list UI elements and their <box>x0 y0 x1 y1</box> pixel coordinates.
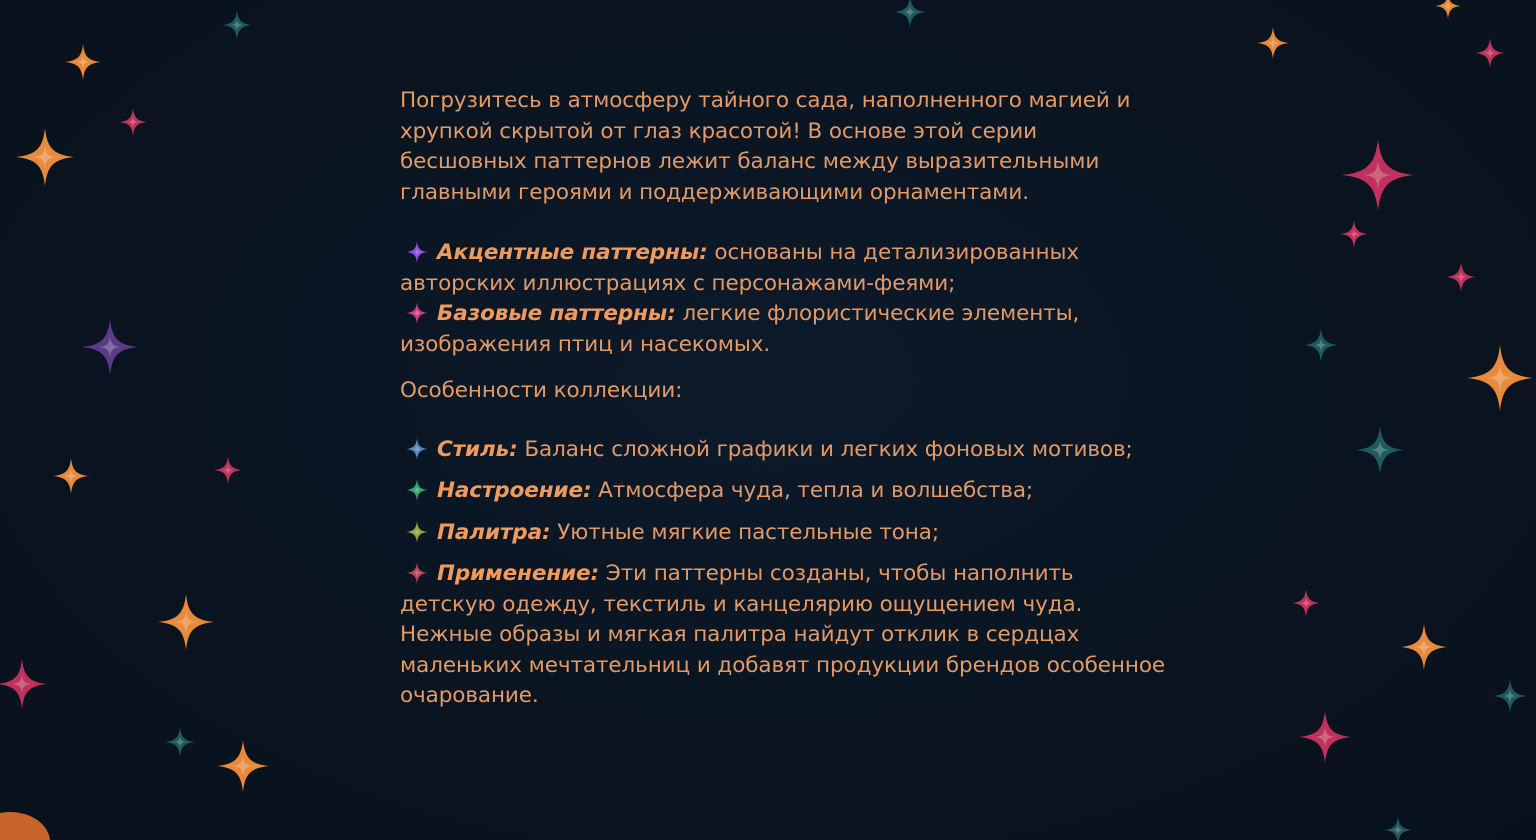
star-icon <box>1340 220 1368 248</box>
star-icon <box>1356 426 1404 474</box>
star-icon <box>217 740 269 792</box>
collection-description <box>400 86 1170 723</box>
star-icon <box>65 44 101 80</box>
feature-item <box>400 435 1170 466</box>
star-icon <box>16 128 74 186</box>
pink-sparkle-icon <box>404 302 430 324</box>
star-icon <box>1257 27 1289 59</box>
pattern-type-item <box>400 299 1170 360</box>
star-icon <box>1446 262 1476 292</box>
star-icon <box>53 458 89 494</box>
star-icon <box>1475 38 1505 68</box>
star-icon <box>1304 328 1338 362</box>
feature-item <box>400 518 1170 549</box>
pattern-type-text: легкие флористические элементы, изображения птиц и насекомых. <box>400 301 1080 357</box>
star-icon <box>165 727 195 757</box>
olive-sparkle-icon <box>404 521 430 543</box>
feature-title: Палитра: <box>437 519 551 545</box>
star-icon <box>1435 0 1461 19</box>
star-icon <box>1384 816 1412 840</box>
star-icon <box>214 456 242 484</box>
feature-item <box>400 476 1170 507</box>
feature-title: Настроение: <box>437 478 592 503</box>
pattern-type-title: Акцентные паттерны: <box>437 240 708 265</box>
feature-title: Стиль: <box>437 436 518 462</box>
green-sparkle-icon <box>404 479 430 501</box>
feature-text: Эти паттерны созданы, чтобы наполнить детскую одежду, текстиль и канцелярию ощущением чуда. Нежные образы и мягкая палитра найдут отклик в сердцах маленьких мечтательниц и добавят продукции брендов особенное очарование. <box>400 561 1166 708</box>
intro-paragraph: Погрузитесь в атмосферу тайного сада, наполненного магией и хрупкой скрытой от глаз красотой! В основе этой серии бесшовных паттернов лежит баланс между выразительными главными героями и поддерживающими орнаментами. <box>400 88 1131 205</box>
star-icon <box>1299 711 1351 763</box>
feature-title: Применение: <box>437 561 600 586</box>
star-icon <box>1467 345 1533 411</box>
pattern-types-list <box>400 238 1170 360</box>
star-icon <box>1401 624 1447 670</box>
blue-sparkle-icon <box>404 438 430 460</box>
star-icon <box>1342 139 1414 211</box>
star-icon <box>158 594 214 650</box>
star-icon <box>1493 679 1527 713</box>
feature-text: Уютные мягкие пастельные тона; <box>550 519 939 545</box>
star-icon <box>82 319 138 375</box>
feature-item <box>400 559 1170 712</box>
pattern-type-item <box>400 238 1170 299</box>
features-heading: Особенности коллекции: <box>400 378 683 403</box>
red-sparkle-icon <box>404 562 430 584</box>
pattern-type-text: основаны на детализированных авторских иллюстрациях с персонажами-феями; <box>400 240 1079 296</box>
star-icon <box>119 108 147 136</box>
star-icon <box>894 0 926 28</box>
feature-text: Атмосфера чуда, тепла и волшебства; <box>591 478 1034 503</box>
purple-sparkle-icon <box>404 241 430 263</box>
feature-text: Баланс сложной графики и легких фоновых мотивов; <box>517 436 1133 462</box>
pattern-type-title: Базовые паттерны: <box>437 301 676 326</box>
star-icon <box>1292 589 1320 617</box>
features-list <box>400 435 1170 712</box>
star-icon <box>222 10 252 40</box>
star-icon <box>0 659 47 709</box>
